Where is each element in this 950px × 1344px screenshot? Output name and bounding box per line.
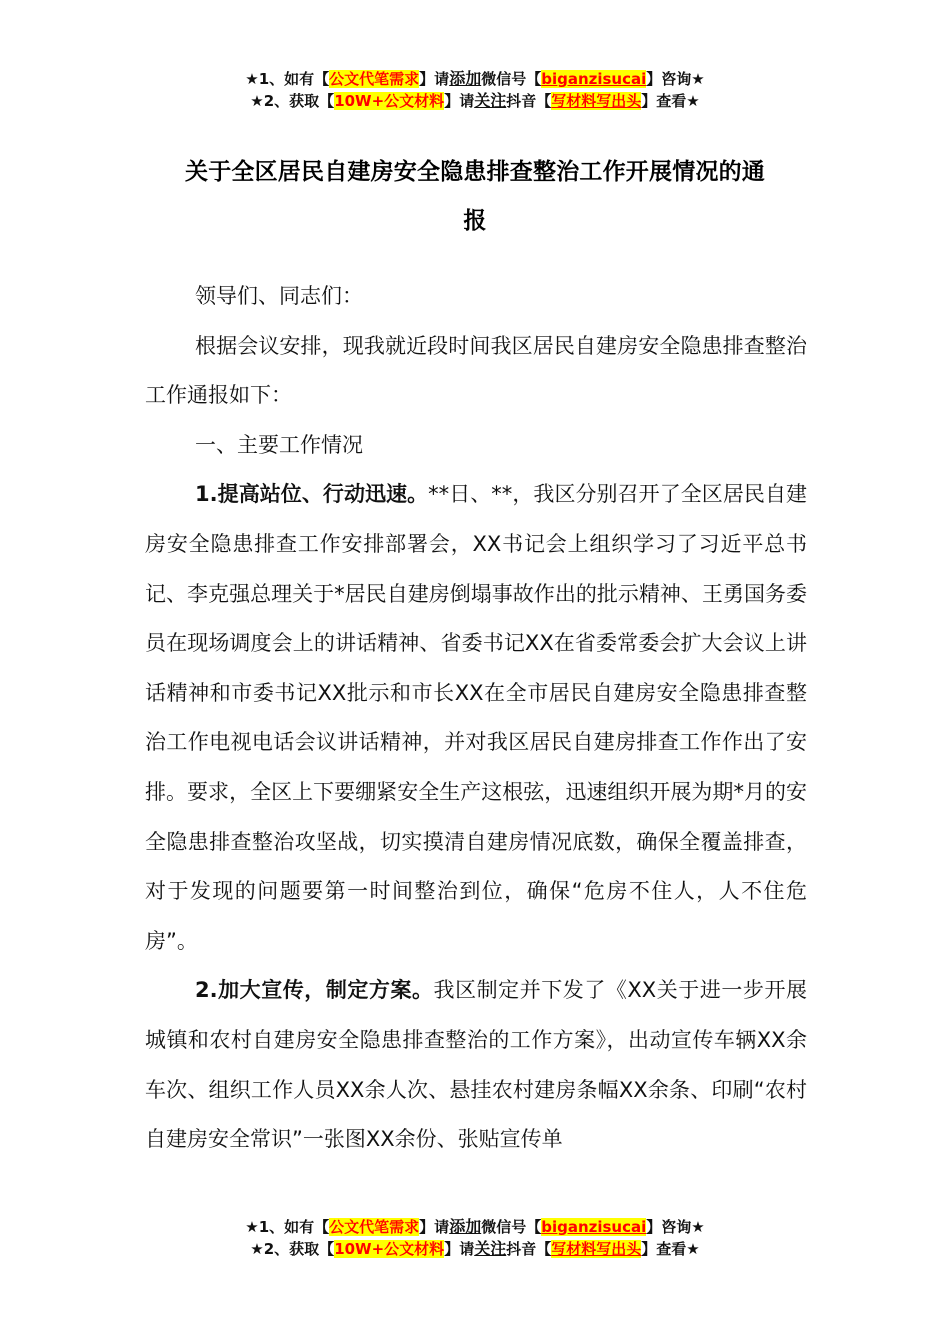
- promo-text: 】查看★: [641, 92, 700, 110]
- emphasis-add: 添加: [449, 1217, 482, 1236]
- promo-text: 】请: [419, 70, 450, 88]
- douyin-account: 写材料写出头: [551, 1240, 642, 1258]
- paragraph-item-2: [145, 966, 807, 1164]
- wechat-id: biganzisucai: [541, 70, 647, 88]
- promo-line-2: [0, 90, 950, 112]
- item-1-text: **日、**，我区分别召开了全区居民自建房安全隐患排查工作安排部署会，XX书记会上组织学习了习近平总书记、李克强总理关于*居民自建房倒塌事故作出的批示精神、王勇国务委员在现场调度会上的讲话精神、省委书记XX在省委常委会扩大会议上讲话精神和市委书记XX批示和市长XX在全市居民自建房安全隐患排查整治工作电视电话会议讲话精神，并对我区居民自建房排查工作作出了安排。要求，全区上下要绷紧安全生产这根弦，迅速组织开展为期*月的安全隐患排查整治攻坚战，切实摸清自建房情况底数，确保全覆盖排查，对于发现的问题要第一时间整治到位，确保“危房不住人，人不住危房”。: [145, 482, 808, 953]
- emphasis-follow: 关注: [474, 91, 507, 110]
- section-heading: 一、主要工作情况: [195, 432, 363, 457]
- promo-text: 】请: [444, 92, 475, 110]
- item-2-lead: 2.加大宣传，制定方案。: [195, 978, 434, 1003]
- promo-text: 微信号【: [481, 70, 542, 88]
- promo-text: ★1、如有【: [245, 1218, 330, 1236]
- highlight-service: 公文代笔需求: [329, 1218, 420, 1236]
- emphasis-follow: 关注: [474, 1239, 507, 1258]
- document-body: [145, 272, 807, 1165]
- paragraph-item-1: [145, 470, 807, 966]
- promo-text: 微信号【: [481, 1218, 542, 1236]
- title-line-2: 报: [463, 208, 487, 234]
- promo-text: 】咨询★: [646, 1218, 705, 1236]
- promo-text: 】请: [444, 1240, 475, 1258]
- wechat-id: biganzisucai: [541, 1218, 647, 1236]
- promo-line-2: [0, 1238, 950, 1260]
- item-1-lead: 1.提高站位、行动迅速。: [195, 482, 429, 507]
- promo-text: ★2、获取【: [250, 1240, 335, 1258]
- highlight-materials: 10W+公文材料: [334, 92, 445, 110]
- title-line-1: 关于全区居民自建房安全隐患排查整治工作开展情况的通: [185, 159, 765, 185]
- promo-text: 抖音【: [506, 1240, 552, 1258]
- salutation: 领导们、同志们：: [195, 284, 363, 308]
- document-title: [145, 148, 805, 246]
- promo-text: 】查看★: [641, 1240, 700, 1258]
- promo-text: 】请: [419, 1218, 450, 1236]
- promo-banner-bottom: [0, 1216, 950, 1260]
- emphasis-add: 添加: [449, 69, 482, 88]
- promo-text: ★1、如有【: [245, 70, 330, 88]
- promo-text: 抖音【: [506, 92, 552, 110]
- promo-text: 】咨询★: [646, 70, 705, 88]
- highlight-service: 公文代笔需求: [329, 70, 420, 88]
- intro-paragraph: 根据会议安排，现我就近段时间我区居民自建房安全隐患排查整治工作通报如下：: [145, 333, 807, 408]
- promo-banner-top: [0, 68, 950, 112]
- douyin-account: 写材料写出头: [551, 92, 642, 110]
- promo-text: ★2、获取【: [250, 92, 335, 110]
- promo-line-1: [0, 68, 950, 90]
- item-2-text: 我区制定并下发了《XX关于进一步开展城镇和农村自建房安全隐患排查整治的工作方案》，出动宣传车辆XX余车次、组织工作人员XX余人次、悬挂农村建房条幅XX余条、印刷“农村自建房安全常识”一张图XX余份、张贴宣传单: [145, 978, 807, 1152]
- promo-line-1: [0, 1216, 950, 1238]
- highlight-materials: 10W+公文材料: [334, 1240, 445, 1258]
